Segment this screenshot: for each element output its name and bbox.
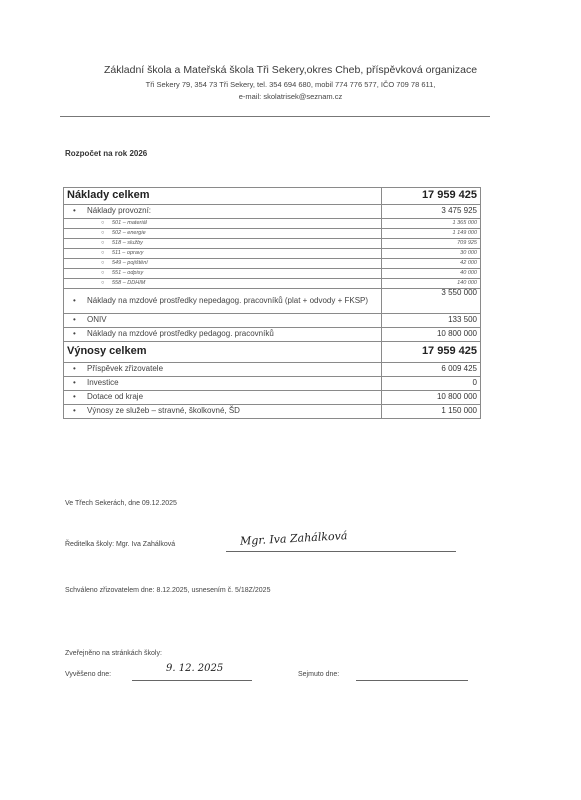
published-label: Zveřejněno na stránkách školy: [65,650,162,657]
school-email: e-mail: skolatrisek@seznam.cz [238,92,343,101]
operating-item-label: ○ 501 – materiál [67,221,378,227]
ped-row [64,328,481,342]
costs-total: 17 959 425 [382,188,481,205]
budget-table [63,187,481,419]
operating-value: 3 475 925 [382,205,481,219]
director-label: Ředitelka školy: Mgr. Iva Zahálková [65,541,176,548]
operating-item-label: ○ 551 – odpisy [67,271,378,277]
operating-item-label: ○ 549 – pojištění [67,261,378,267]
revenue-item-row [64,377,481,391]
ped-value: 10 800 000 [382,328,481,342]
document-title: Rozpočet na rok 2026 [65,149,148,158]
operating-item-row [64,269,481,279]
posted-date: 9. 12. 2025 [166,663,224,674]
nonped-label: • Náklady na mzdové prostředky nepedagog. pracovníků (plat + odvody + FKSP) [67,297,378,305]
nonped-row [64,289,481,314]
ped-label: • Náklady na mzdové prostředky pedagog. pracovníků [67,330,378,338]
operating-item-value: 42 000 [382,259,481,269]
revenue-item-value: 1 150 000 [382,405,481,419]
operating-item-row [64,239,481,249]
operating-item-label: ○ 558 – DDHIM [67,281,378,287]
revenue-total: 17 959 425 [382,342,481,363]
operating-item-value: 709 925 [382,239,481,249]
revenue-item-label: • Výnosy ze služeb – stravné, školkovné, ŠD [67,407,378,415]
revenue-item-label: • Dotace od kraje [67,393,378,401]
revenue-item-value: 6 009 425 [382,363,481,377]
revenue-item-label: • Investice [67,379,378,387]
operating-item-value: 40 000 [382,269,481,279]
school-address: Tři Sekery 79, 354 73 Tři Sekery, tel. 354 694 680, mobil 774 776 577, IČO 709 78 611, [145,80,436,89]
revenue-item-row [64,405,481,419]
operating-item-label: ○ 511 – opravy [67,251,378,257]
operating-item-row [64,229,481,239]
revenue-item-value: 10 800 000 [382,391,481,405]
removed-line [356,680,468,681]
operating-item-value: 1 365 000 [382,219,481,229]
revenue-total-row [64,342,481,363]
operating-item-value: 140 000 [382,279,481,289]
header-divider [60,116,490,117]
posted-line [132,680,252,681]
director-signature: Mgr. Iva Zahálková [239,529,348,548]
revenue-item-value: 0 [382,377,481,391]
removed-label: Sejmuto dne: [298,671,340,678]
operating-item-label: ○ 518 – služby [67,241,378,247]
operating-item-row [64,219,481,229]
revenue-item-row [64,363,481,377]
operating-item-row [64,259,481,269]
school-name: Základní škola a Mateřská škola Tři Sekery,okres Cheb, příspěvková organizace [103,64,478,76]
operating-label: • Náklady provozní: [67,207,378,215]
revenue-label: Výnosy celkem [64,342,382,363]
operating-item-value: 30 000 [382,249,481,259]
revenue-item-label: • Příspěvek zřizovatele [67,365,378,373]
nonped-value: 3 550 000 [382,289,481,314]
posted-label: Vyvěšeno dne: [65,671,112,678]
costs-total-row [64,188,481,205]
operating-item-value: 1 149 000 [382,229,481,239]
operating-item-row [64,279,481,289]
approval-note: Schváleno zřizovatelem dne: 8.12.2025, usnesením č. 5/18Z/2025 [65,587,271,594]
operating-item-label: ○ 502 – energie [67,231,378,237]
operating-row [64,205,481,219]
place-date: Ve Třech Sekerách, dne 09.12.2025 [65,500,177,507]
operating-item-row [64,249,481,259]
oniv-label: • ONIV [67,316,378,324]
signature-line [226,551,456,552]
revenue-item-row [64,391,481,405]
oniv-row [64,314,481,328]
costs-label: Náklady celkem [64,188,382,205]
oniv-value: 133 500 [382,314,481,328]
